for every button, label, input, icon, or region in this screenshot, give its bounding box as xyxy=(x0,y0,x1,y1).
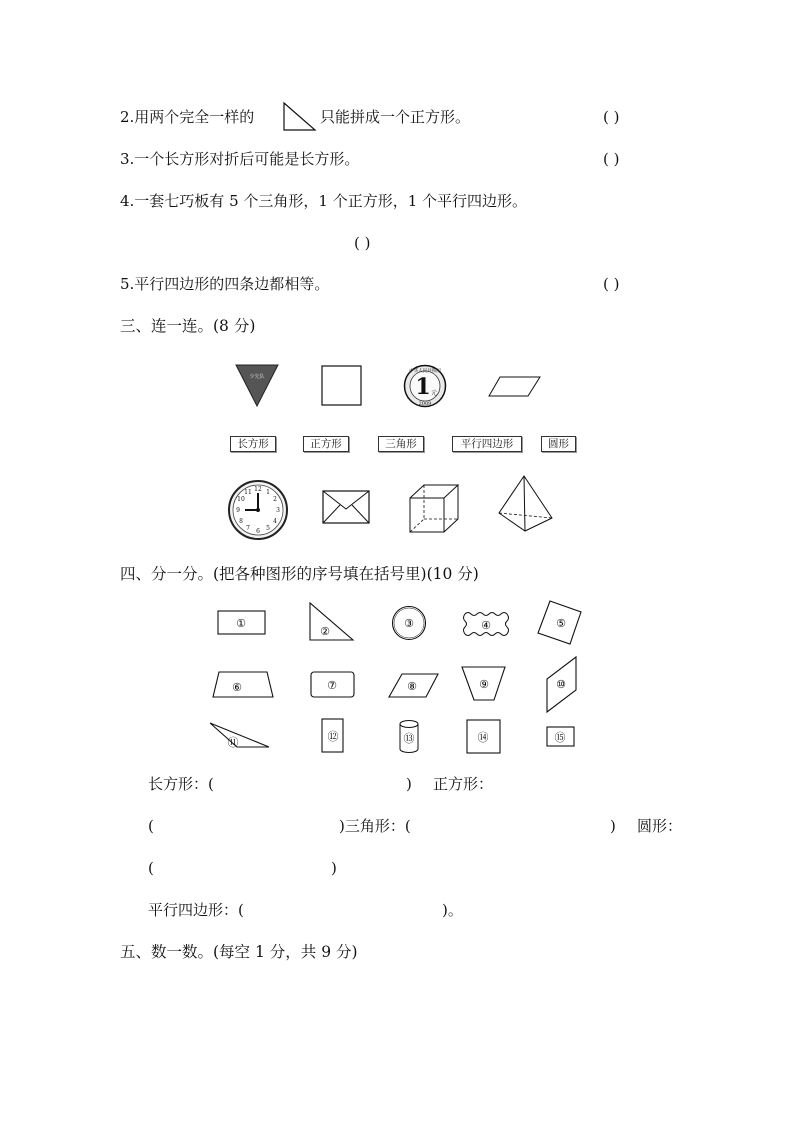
svg-text:⑮: ⑮ xyxy=(554,731,566,744)
svg-text:2: 2 xyxy=(273,496,277,503)
coin-icon[interactable] xyxy=(403,364,447,408)
shape-3-circle xyxy=(391,605,427,641)
clock-icon[interactable] xyxy=(227,479,289,541)
svg-text:⑩: ⑩ xyxy=(556,678,566,691)
circle-answer-close: ) xyxy=(331,859,337,877)
svg-text:11: 11 xyxy=(244,489,252,496)
shape-12-tall-rectangle xyxy=(321,718,345,754)
shape-7-rounded-rectangle xyxy=(310,671,356,699)
q5-text: 5.平行四边形的四条边都相等。 xyxy=(120,275,330,293)
parallelogram-card-icon[interactable] xyxy=(488,376,542,398)
flag-text: 少先队 xyxy=(249,374,265,380)
parallelogram-answer-label: 平行四边形：( xyxy=(148,901,244,919)
svg-text:3: 3 xyxy=(276,507,280,514)
svg-text:②: ② xyxy=(320,625,330,638)
square-answer-label: 正方形： xyxy=(433,775,494,793)
envelope-icon[interactable] xyxy=(322,490,370,524)
q2-text-b: 只能拼成一个正方形。 xyxy=(320,108,471,126)
shape-1-rectangle xyxy=(217,610,267,636)
section4-title: 四、分一分。(把各种图形的序号填在括号里)(10 分) xyxy=(120,565,479,583)
svg-text:4: 4 xyxy=(273,518,277,525)
q3-text: 3.一个长方形对折后可能是长方形。 xyxy=(120,150,360,168)
shape-13-cylinder xyxy=(398,719,420,755)
coin-year: 2009 xyxy=(418,401,432,407)
circle-answer-open: ( xyxy=(148,859,154,877)
square-answer-open: ( xyxy=(148,817,154,835)
triangle-answer-close: ) xyxy=(610,817,616,835)
svg-text:①: ① xyxy=(236,617,246,630)
shape-15-small-rectangle xyxy=(546,726,576,748)
pennant-flag-icon xyxy=(235,364,279,408)
svg-text:⑪: ⑪ xyxy=(227,736,239,749)
q4-answer-paren[interactable]: ( ) xyxy=(354,234,371,252)
svg-text:10: 10 xyxy=(237,496,245,503)
svg-text:④: ④ xyxy=(481,619,491,632)
svg-text:③: ③ xyxy=(404,617,414,630)
coin-value: 1 xyxy=(415,374,431,400)
svg-text:⑧: ⑧ xyxy=(407,680,417,693)
tetrahedron-icon[interactable] xyxy=(498,475,554,533)
svg-text:⑭: ⑭ xyxy=(477,731,489,744)
square-card-icon[interactable] xyxy=(321,365,363,407)
label-rectangle[interactable]: 长方形 xyxy=(230,436,276,452)
shape-11-obtuse-triangle xyxy=(209,722,271,750)
svg-text:1: 1 xyxy=(266,489,270,496)
svg-text:6: 6 xyxy=(256,528,260,535)
svg-text:5: 5 xyxy=(266,525,270,532)
svg-text:⑫: ⑫ xyxy=(327,730,339,743)
q2-text-a: 2.用两个完全一样的 xyxy=(120,108,255,126)
coin-unit: 元 xyxy=(430,390,438,397)
section3-title: 三、连一连。(8 分) xyxy=(120,317,256,335)
svg-text:12: 12 xyxy=(254,486,262,493)
q5-answer-paren[interactable]: ( ) xyxy=(603,275,620,293)
shape-2-triangle xyxy=(309,602,355,642)
svg-text:⑥: ⑥ xyxy=(232,681,242,694)
svg-text:9: 9 xyxy=(236,507,240,514)
svg-text:⑦: ⑦ xyxy=(327,679,337,692)
coin-top-text: 中华人民共和国 xyxy=(409,369,441,374)
cube-icon[interactable] xyxy=(409,484,461,534)
svg-text:8: 8 xyxy=(239,518,243,525)
circle-answer-label: 圆形： xyxy=(637,817,683,835)
svg-text:⑨: ⑨ xyxy=(479,678,489,691)
parallelogram-answer-close: )。 xyxy=(442,901,463,919)
svg-text:⑬: ⑬ xyxy=(403,732,415,745)
rect-answer-close: ) xyxy=(406,775,412,793)
rect-answer-label: 长方形：( xyxy=(148,775,214,793)
label-square[interactable]: 正方形 xyxy=(303,436,349,452)
label-circle[interactable]: 圆形 xyxy=(541,436,576,452)
label-triangle[interactable]: 三角形 xyxy=(378,436,424,452)
section5-title: 五、数一数。(每空 1 分，共 9 分) xyxy=(120,943,358,961)
triangle-answer-label: )三角形：( xyxy=(339,817,411,835)
shape-8-parallelogram xyxy=(388,673,440,699)
q3-answer-paren[interactable]: ( ) xyxy=(603,150,620,168)
shape-10-slanted-parallelogram xyxy=(545,656,579,714)
label-parallelogram[interactable]: 平行四边形 xyxy=(452,436,522,452)
shape-14-square xyxy=(466,719,502,755)
svg-text:⑤: ⑤ xyxy=(556,617,566,630)
svg-text:7: 7 xyxy=(246,525,250,532)
right-triangle-icon xyxy=(283,102,317,132)
q4-text: 4.一套七巧板有 5 个三角形，1 个正方形，1 个平行四边形。 xyxy=(120,192,528,210)
shape-9-inverted-trapezoid xyxy=(461,666,507,702)
shape-4-wavy-rectangle xyxy=(462,611,510,637)
shape-5-rotated-square xyxy=(537,600,583,646)
shape-6-trapezoid xyxy=(211,671,275,699)
q2-answer-paren[interactable]: ( ) xyxy=(603,108,620,126)
